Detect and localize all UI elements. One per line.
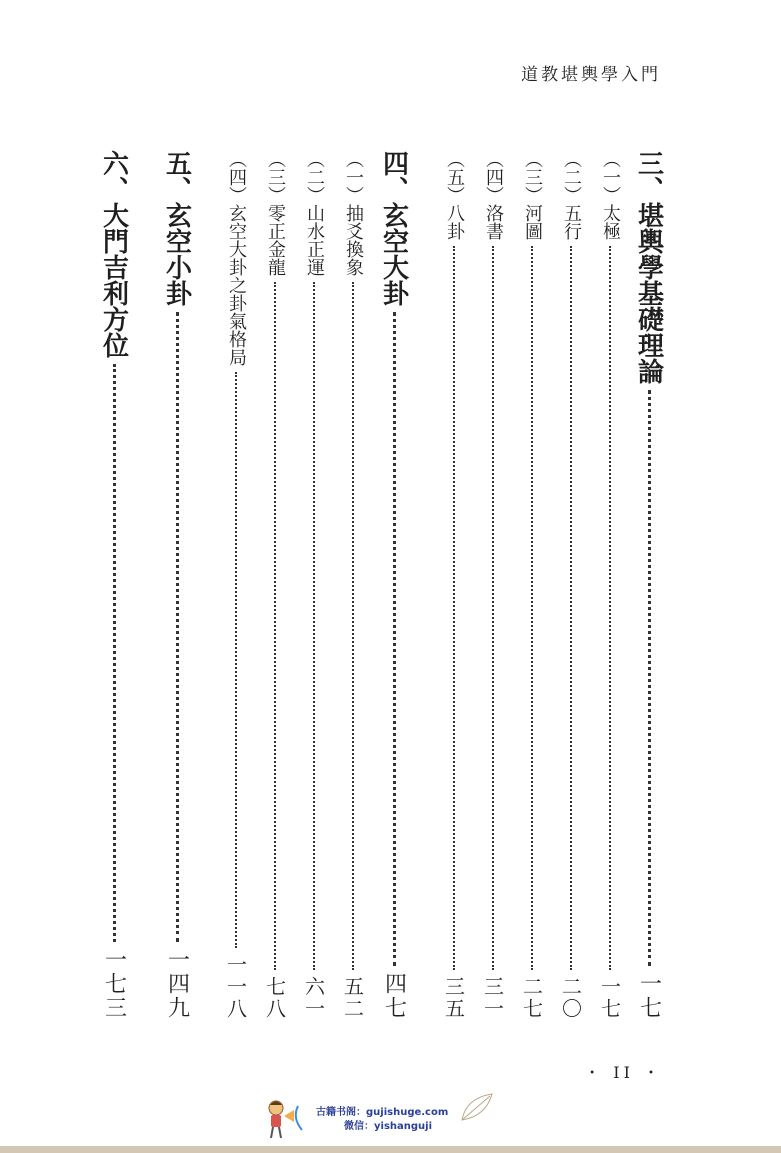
- dot-leader: [113, 364, 116, 942]
- dot-leader: [609, 246, 611, 970]
- toc-entry[interactable]: [597, 150, 623, 1020]
- toc-entry-page: 三一: [480, 976, 505, 1020]
- toc-entry-page: 二七: [519, 976, 544, 1020]
- watermark-text: [316, 1106, 448, 1134]
- dot-leader: [176, 312, 179, 942]
- toc-entry[interactable]: [340, 150, 366, 1020]
- dot-leader: [352, 282, 354, 970]
- toc-entry-page: 三五: [441, 976, 466, 1020]
- toc-entry[interactable]: [558, 150, 584, 1020]
- toc-entry-page: 一四九: [164, 948, 190, 1020]
- toc-entry-page: 六一: [301, 976, 326, 1020]
- toc-entry-label: （三）河圖: [522, 150, 543, 240]
- watermark-line-2: 微信：yishanguji: [344, 1121, 433, 1132]
- watermark: [262, 1092, 497, 1140]
- leaf-icon: [460, 1092, 494, 1122]
- toc-entry[interactable]: [97, 150, 131, 1020]
- toc-entry-page: 七八: [262, 976, 287, 1020]
- toc-entry-page: 一七: [597, 976, 622, 1020]
- page-number: ・ II ・: [584, 1063, 663, 1082]
- toc-entry-label: （一）太極: [600, 150, 621, 240]
- toc-entry[interactable]: [301, 150, 327, 1020]
- toc-entry[interactable]: [480, 150, 506, 1020]
- toc-entry[interactable]: [377, 150, 411, 1020]
- toc-entry-label: （四）洛書: [483, 150, 504, 240]
- toc-entry-label: 三、堪輿學基礎理論: [633, 150, 664, 384]
- toc-entry[interactable]: [519, 150, 545, 1020]
- dot-leader: [570, 246, 572, 970]
- toc-entry-label: （一）抽爻換象: [343, 150, 364, 276]
- toc-entry-page: 二〇: [558, 976, 583, 1020]
- toc-entry-label: （四）玄空大卦之卦氣格局: [226, 150, 247, 366]
- toc-entry-page: 一七三: [101, 948, 127, 1020]
- dot-leader: [393, 312, 396, 966]
- toc-entry[interactable]: [632, 150, 666, 1020]
- cartoon-figure-icon: [262, 1096, 314, 1140]
- toc-entry[interactable]: [262, 150, 288, 1020]
- running-header-title: 道教堪輿學入門: [521, 65, 661, 85]
- bottom-bar: [0, 1146, 781, 1153]
- toc-entry-page: 五二: [340, 976, 365, 1020]
- toc-entry-label: 五、玄空小卦: [161, 150, 192, 306]
- toc-entry-label: （三）零正金龍: [265, 150, 286, 276]
- toc-entry-page: 一一八: [223, 954, 248, 1020]
- toc-entry[interactable]: [441, 150, 467, 1020]
- dot-leader: [648, 390, 651, 966]
- toc-entry-label: （五）八卦: [444, 150, 465, 240]
- toc-entry-label: （二）山水正運: [304, 150, 325, 276]
- dot-leader: [531, 246, 533, 970]
- dot-leader: [235, 372, 237, 948]
- dot-leader: [274, 282, 276, 970]
- toc-entry-page: 一七: [636, 972, 662, 1020]
- watermark-line-1: 古籍书阁：gujishuge.com: [316, 1107, 449, 1118]
- toc-entry[interactable]: [223, 150, 249, 1020]
- toc-entry-label: （二）五行: [561, 150, 582, 240]
- toc-entry-label: 六、大門吉利方位: [98, 150, 129, 358]
- dot-leader: [313, 282, 315, 970]
- toc-entry[interactable]: [160, 150, 194, 1020]
- toc-entry-label: 四、玄空大卦: [378, 150, 409, 306]
- toc-entry-page: 四七: [381, 972, 407, 1020]
- dot-leader: [453, 246, 455, 970]
- dot-leader: [492, 246, 494, 970]
